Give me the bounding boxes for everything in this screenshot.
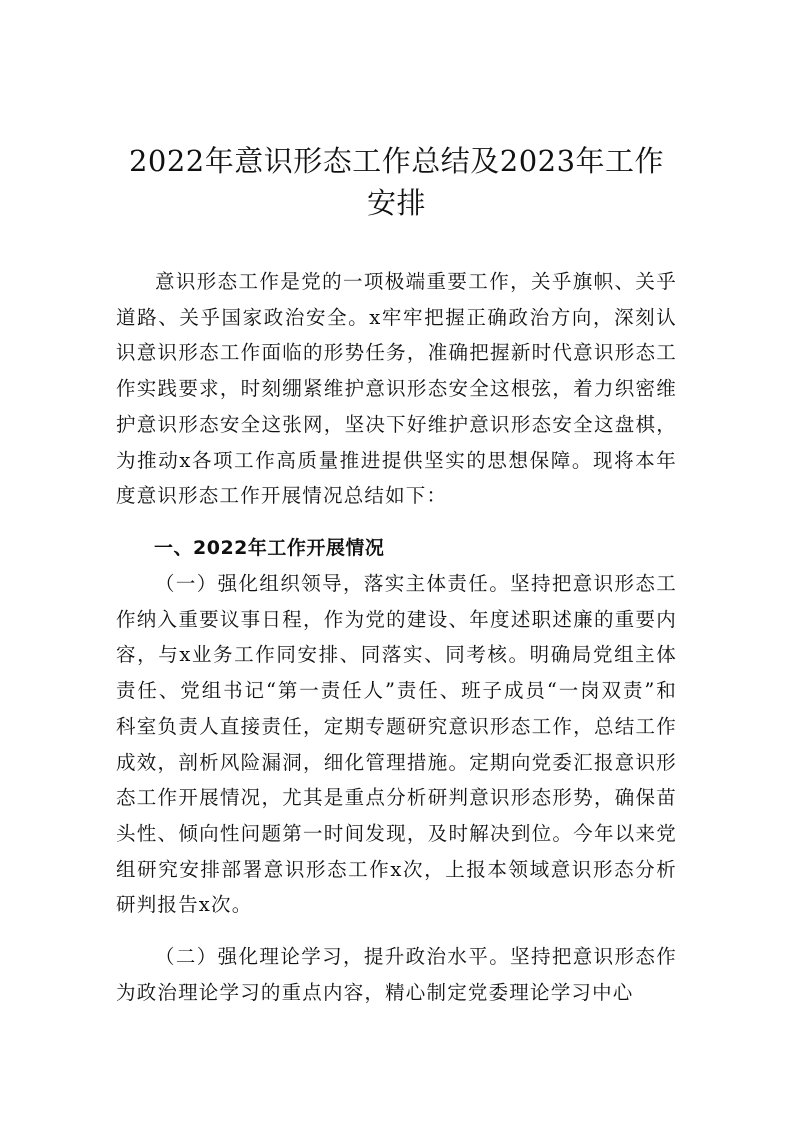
section-paragraph-2: （二）强化理论学习，提升政治水平。坚持把意识形态作为政治理论学习的重点内容，精心制定党委理论学习中心 [116, 945, 677, 1004]
section-heading: 一、2022年工作开展情况 [154, 537, 385, 559]
intro-paragraph: 意识形态工作是党的一项极端重要工作，关乎旗帜、关乎道路、关乎国家政治安全。x牢牢把握正确政治方向，深刻认识意识形态工作面临的形势任务，准确把握新时代意识形态工作实践要求，时刻绷紧维护意识形态安全这根弦，着力织密维护意识形态安全这张网，坚决下好维护意识形态安全这盘棋，为推动x各项工作高质量推进提供坚实的思想保障。现将本年度意识形态工作开展情况总结如下： [116, 270, 677, 508]
document-title: 2022年意识形态工作总结及2023年工作安排 [128, 144, 665, 220]
section-paragraph-1: （一）强化组织领导，落实主体责任。坚持把意识形态工作纳入重要议事日程，作为党的建设、年度述职述廉的重要内容，与x业务工作同安排、同落实、同考核。明确局党组主体责任、党组书记“第一责任人”责任、班子成员“一岗双责”和科室负责人直接责任，定期专题研究意识形态工作，总结工作成效，剖析风险漏洞，细化管理措施。定期向党委汇报意识形态工作开展情况，尤其是重点分析研判意识形态形势，确保苗头性、倾向性问题第一时间发现，及时解决到位。今年以来党组研究安排部署意识形态工作x次，上报本领域意识形态分析研判报告x次。 [116, 572, 677, 917]
